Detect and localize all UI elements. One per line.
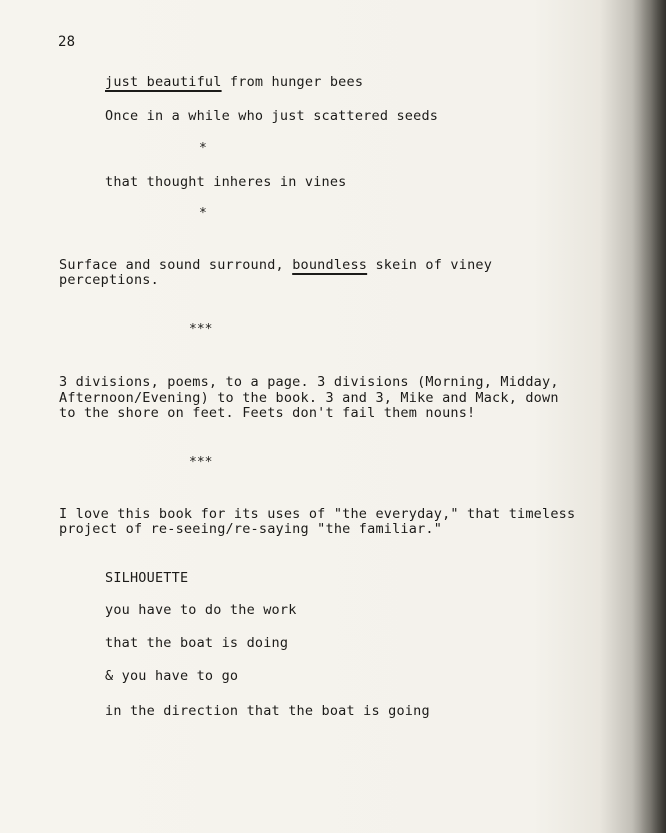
poem-line: you have to do the work <box>105 602 297 618</box>
paragraph-surface-line-1: Surface and sound surround, boundless skein of viney <box>59 257 493 273</box>
separator-star: * <box>199 206 207 221</box>
page-gutter-shadow <box>632 0 666 833</box>
line-rest: from hunger bees <box>221 74 364 90</box>
poem-line-1 <box>105 74 363 90</box>
poem-title: SILHOUETTE <box>105 570 189 586</box>
separator-stars: *** <box>189 322 213 337</box>
poem-line-3: that thought inheres in vines <box>105 174 347 190</box>
separator-stars: *** <box>189 455 213 470</box>
paragraph-love-line-2: project of re-seeing/re-saying "the familiar." <box>59 521 443 537</box>
poem-line-2: Once in a while who just scattered seeds <box>105 108 439 124</box>
poem-line: that the boat is doing <box>105 635 289 651</box>
page-number: 28 <box>58 34 76 50</box>
paragraph-divisions-line-1: 3 divisions, poems, to a page. 3 divisions (Morning, Midday, <box>59 374 559 390</box>
poem-line: & you have to go <box>105 668 239 684</box>
paragraph-love-line-1: I love this book for its uses of "the everyday," that timeless <box>59 506 576 522</box>
paragraph-divisions-line-2: Afternoon/Evening) to the book. 3 and 3, Mike and Mack, down <box>59 390 559 406</box>
separator-star: * <box>199 141 207 156</box>
poem-line: in the direction that the boat is going <box>105 703 430 719</box>
underlined-phrase: just beautiful <box>105 74 222 90</box>
underlined-boundless: boundless <box>292 257 368 273</box>
paragraph-divisions-line-3: to the shore on feet. Feets don't fail them nouns! <box>59 405 476 421</box>
paragraph-surface-line-2: perceptions. <box>59 272 159 288</box>
